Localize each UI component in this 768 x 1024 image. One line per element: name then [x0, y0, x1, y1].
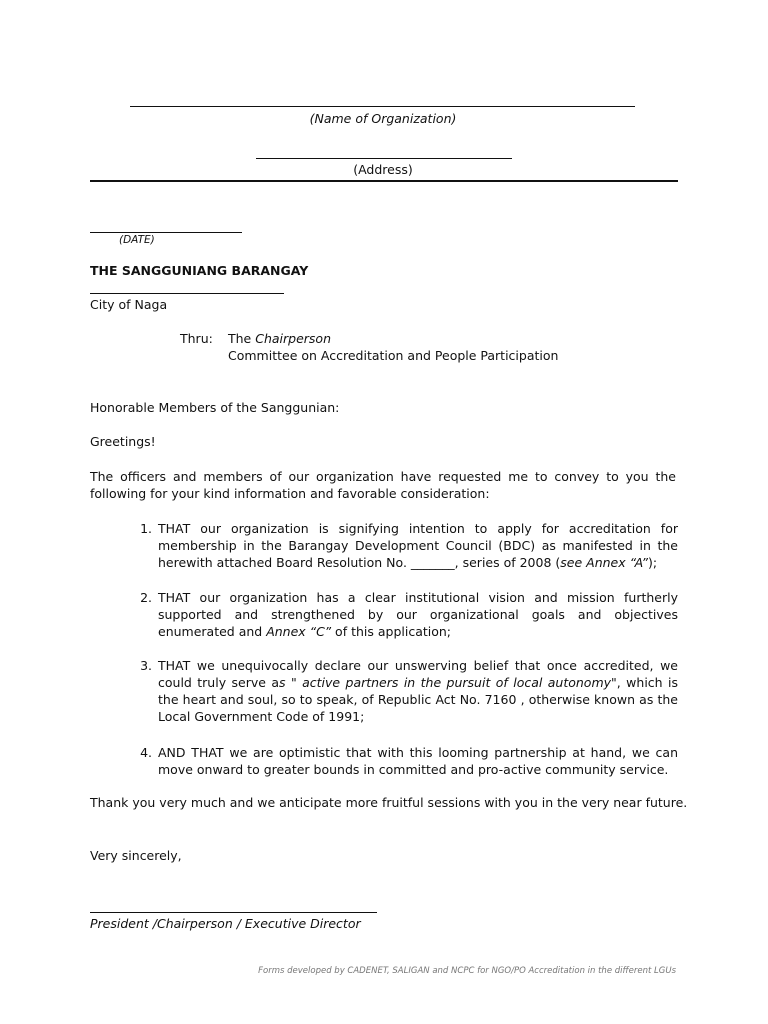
- signature-label: President /Chairperson / Executive Director: [90, 916, 361, 931]
- signature-line: [90, 912, 377, 913]
- list-item-text: THAT our organization is signifying intention to apply for accreditation for membership in the Barangay Development Council (BDC) as manifested in the herewith attached Board Resolution No. _______, series of 2008 (see Annex “A”);: [158, 521, 678, 570]
- closing-paragraph: Thank you very much and we anticipate more fruitful sessions with you in the very near future.: [90, 795, 688, 810]
- list-item-number: 3.: [140, 658, 152, 673]
- list-item-number: 1.: [140, 521, 152, 536]
- header-rule: [90, 180, 678, 182]
- list-item-number: 4.: [140, 745, 152, 760]
- addressee-name: THE SANGGUNIANG BARANGAY: [90, 263, 309, 278]
- org-name-line: [130, 106, 635, 107]
- salutation: Honorable Members of the Sanggunian:: [90, 400, 340, 415]
- thru-the: The: [228, 331, 252, 346]
- committee-name: Committee on Accreditation and People Participation: [228, 348, 559, 363]
- list-item-text: AND THAT we are optimistic that with this looming partnership at hand, we can move onward to greater bounds in committed and pro-active community service.: [158, 745, 678, 777]
- address-line: [256, 158, 512, 159]
- list-item-number: 2.: [140, 590, 152, 605]
- thru-recipient: [228, 331, 331, 346]
- closing: Very sincerely,: [90, 848, 182, 863]
- list-item-text: THAT our organization has a clear institutional vision and mission furtherly supported and strengthened by our organizational goals and objectives enumerated and Annex “C” of this application;: [158, 590, 678, 639]
- thru-role: Chairperson: [255, 331, 332, 346]
- intro-paragraph: The officers and members of our organization have requested me to convey to you the following for your kind information and favorable consideration:: [90, 469, 676, 501]
- list-item-text: THAT we unequivocally declare our unswerving belief that once accredited, we could truly serve as " active partners in the pursuit of local autonomy", which is the heart and soul, so to speak, of Republic Act No. 7160 , otherwise known as the Local Government Code of 1991;: [158, 658, 678, 724]
- greeting: Greetings!: [90, 434, 156, 449]
- address-label: (Address): [353, 162, 413, 177]
- footer-note: Forms developed by CADENET, SALIGAN and NCPC for NGO/PO Accreditation in the different LGUs: [258, 966, 676, 976]
- org-name-label: (Name of Organization): [309, 111, 457, 126]
- date-label: (DATE): [119, 234, 155, 246]
- addressee-city: City of Naga: [90, 297, 168, 312]
- addressee-line: [90, 293, 284, 294]
- thru-label: Thru:: [180, 331, 213, 346]
- date-line: [90, 232, 242, 233]
